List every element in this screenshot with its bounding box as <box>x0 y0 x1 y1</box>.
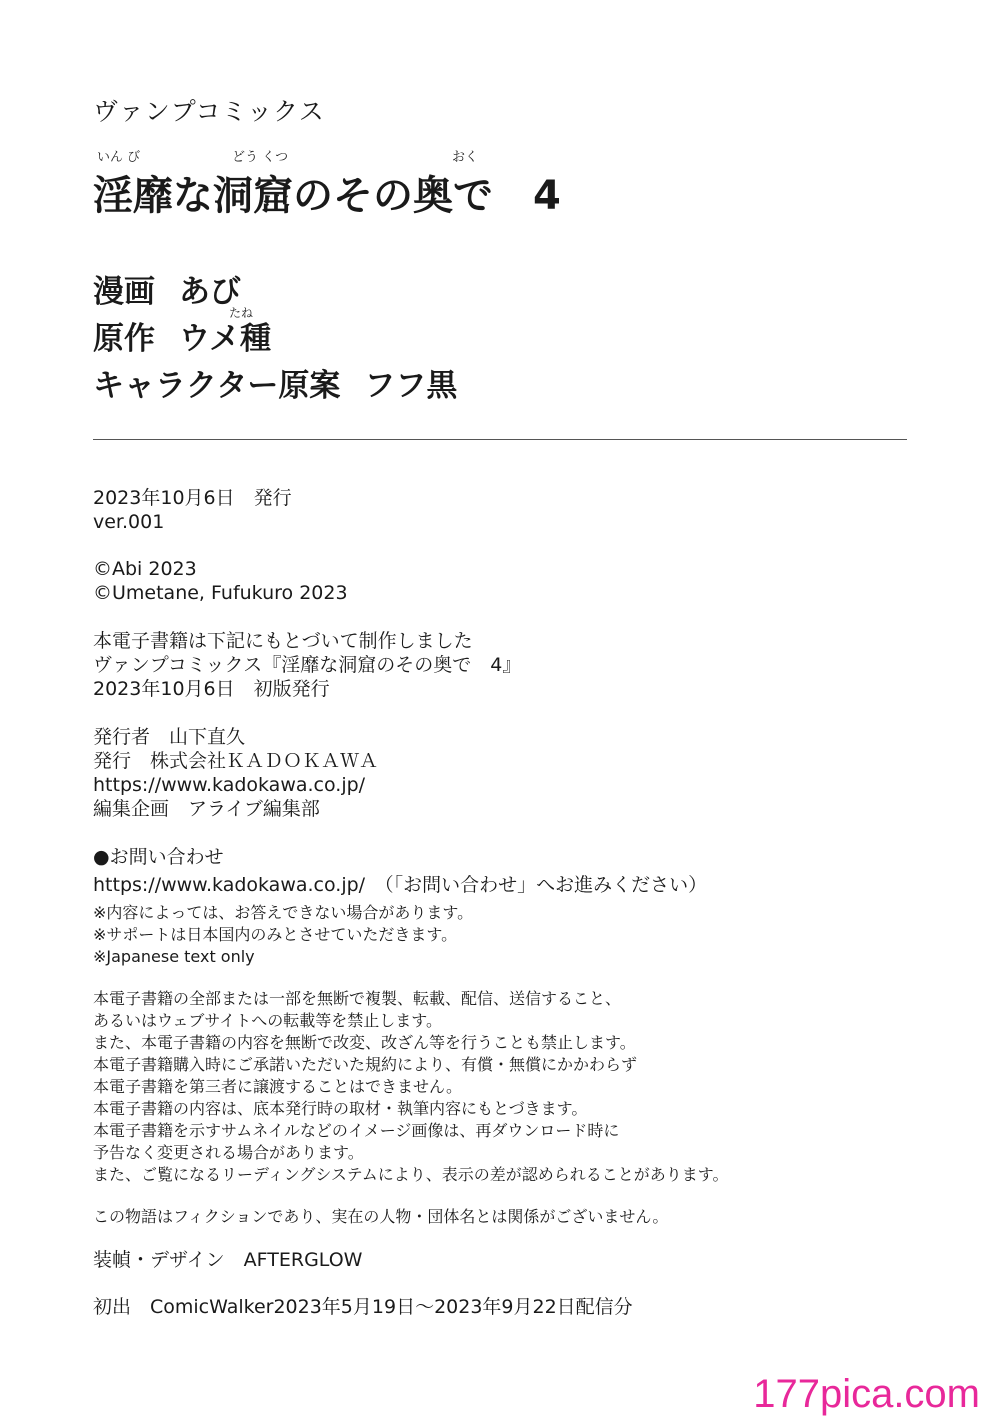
credit-character-role: キャラクター原案 <box>93 368 341 404</box>
legal-line: 本電子書籍購入時にご承諾いただいた規約により、有償・無償にかかわらず <box>93 1055 638 1074</box>
legal-line: また、ご覧になるリーディングシステムにより、表示の差が認められることがあります。 <box>93 1165 729 1184</box>
copyright-abi: ©Abi 2023 <box>93 558 197 580</box>
publisher: 発行 株式会社ＫＡＤＯＫＡＷＡ <box>93 750 379 772</box>
contact-url[interactable]: https://www.kadokawa.co.jp/ （「お問い合わせ」へお進みください） <box>93 874 708 896</box>
imprint-label: ヴァンプコミックス <box>93 97 325 126</box>
legal-line: 本電子書籍の内容は、底本発行時の取材・執筆内容にもとづきます。 <box>93 1099 588 1118</box>
credit-character-name: フフ黒 <box>364 368 458 404</box>
credit-original-role: 原作 <box>93 321 155 357</box>
contact-heading: ●お問い合わせ <box>93 846 224 868</box>
contact-note-2: ※サポートは日本国内のみとさせていただきます。 <box>93 925 458 944</box>
contact-note-3: ※Japanese text only <box>93 947 255 966</box>
basis-line-1: 本電子書籍は下記にもとづいて制作しました <box>93 630 473 652</box>
credit-original-name: ウメ種 <box>179 321 272 357</box>
design-credit: 装幀・デザイン AFTERGLOW <box>93 1249 363 1271</box>
legal-line: 予告なく変更される場合があります。 <box>93 1143 364 1162</box>
credit-manga-role: 漫画 <box>93 274 155 310</box>
book-title: 淫靡な洞窟のその奥で 4 <box>93 173 561 219</box>
watermark: 177pica.com <box>753 1372 980 1416</box>
publisher-url[interactable]: https://www.kadokawa.co.jp/ <box>93 774 366 796</box>
publish-date: 2023年10月6日 発行 <box>93 487 292 509</box>
legal-line: あるいはウェブサイトへの転載等を禁止します。 <box>93 1011 442 1030</box>
version: ver.001 <box>93 511 165 533</box>
credit-manga-name: あび <box>179 274 241 310</box>
first-appearance: 初出 ComicWalker2023年5月19日～2023年9月22日配信分 <box>93 1296 633 1318</box>
title-ruby-doukutsu: どう くつ <box>232 150 289 165</box>
title-ruby-inbi: いん び <box>97 150 141 165</box>
legal-line: 本電子書籍を第三者に譲渡することはできません。 <box>93 1077 462 1096</box>
divider <box>93 439 907 440</box>
copyright-umetane: ©Umetane, Fufukuro 2023 <box>93 582 348 604</box>
fiction-note: この物語はフィクションであり、実在の人物・団体名とは関係がございません。 <box>93 1207 669 1226</box>
credit-character <box>93 360 457 405</box>
editorial: 編集企画 アライブ編集部 <box>93 798 320 820</box>
publisher-person: 発行者 山下直久 <box>93 726 246 748</box>
credit-manga <box>93 266 241 311</box>
credit-original-ruby: たね <box>229 306 254 320</box>
credit-original <box>93 313 271 358</box>
basis-line-2: ヴァンプコミックス『淫靡な洞窟のその奥で 4』 <box>93 654 522 676</box>
legal-line: 本電子書籍を示すサムネイルなどのイメージ画像は、再ダウンロード時に <box>93 1121 620 1140</box>
legal-line: 本電子書籍の全部または一部を無断で複製、転載、配信、送信すること、 <box>93 989 622 1008</box>
contact-note-1: ※内容によっては、お答えできない場合があります。 <box>93 903 474 922</box>
basis-line-3: 2023年10月6日 初版発行 <box>93 678 330 700</box>
legal-line: また、本電子書籍の内容を無断で改変、改ざん等を行うことも禁止します。 <box>93 1033 636 1052</box>
title-ruby-oku: おく <box>452 150 479 165</box>
